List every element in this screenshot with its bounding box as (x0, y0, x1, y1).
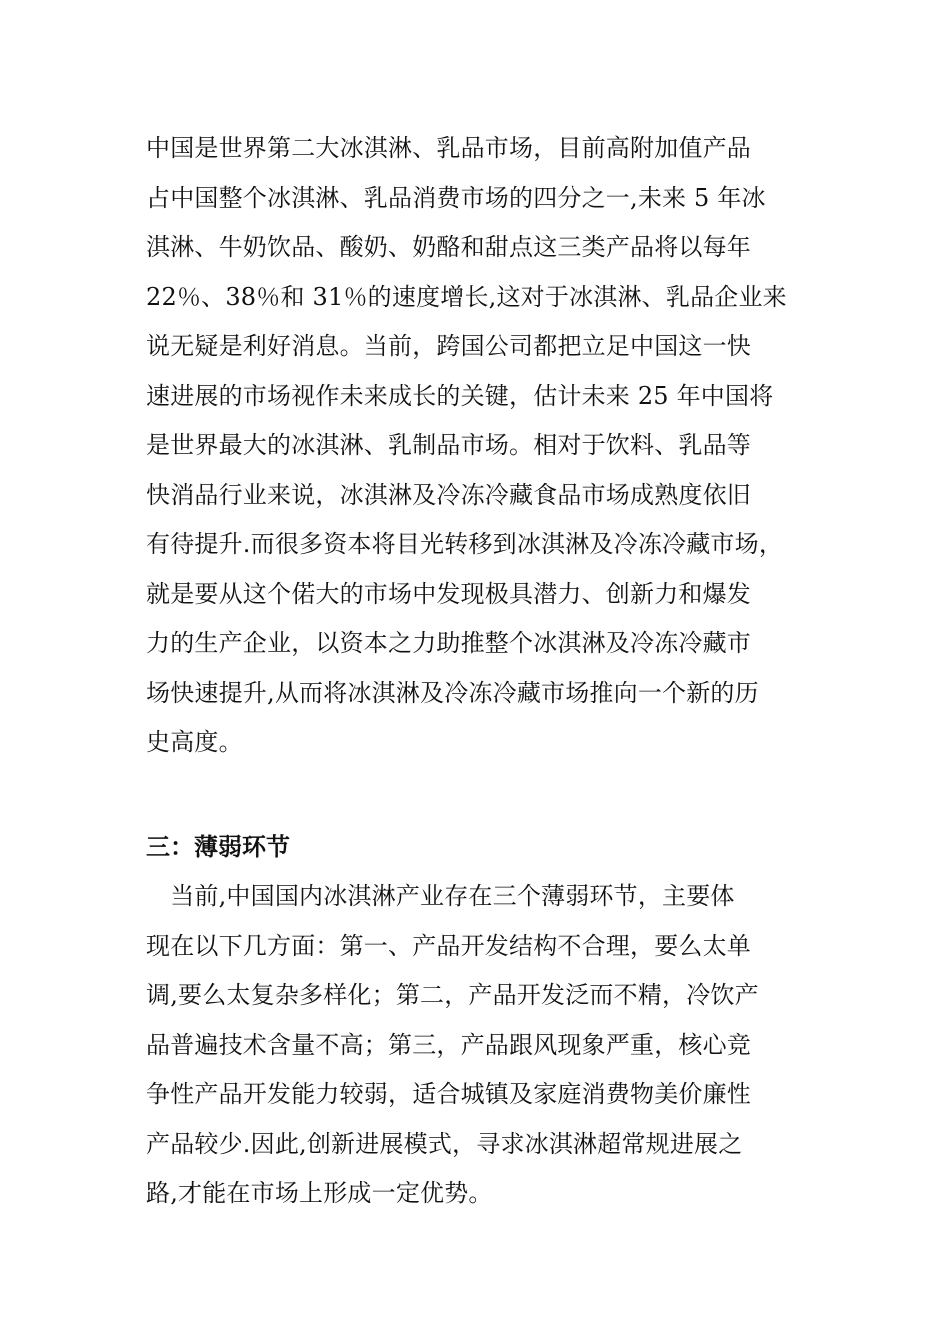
text-line: 场快速提升,从而将冰淇淋及冷冻冷藏市场推向一个新的历 (146, 678, 759, 707)
text-line: 淇淋、牛奶饮品、酸奶、奶酪和甜点这三类产品将以每年 (146, 233, 751, 261)
paragraph-text (146, 872, 806, 1219)
text-line: 力的生产企业，以资本之力助推整个冰淇淋及冷冻冷藏市 (146, 629, 751, 657)
text-line: 速进展的市场视作未来成长的关键，估计未来 25 年中国将 (146, 381, 774, 410)
text-line: 争性产品开发能力较弱，适合城镇及家庭消费物美价廉性 (146, 1080, 751, 1108)
text-line: 有待提升.而很多资本将目光转移到冰淇淋及冷冻冷藏市场， (146, 530, 784, 558)
text-line: 就是要从这个偌大的市场中发现极具潜力、创新力和爆发 (146, 579, 751, 608)
text-line: 是世界最大的冰淇淋、乳制品市场。相对于饮料、乳品等 (146, 431, 751, 459)
text-line: 路,才能在市场上形成一定优势。 (146, 1179, 493, 1207)
paragraph-text (146, 124, 806, 768)
text-line: 快消品行业来说，冰淇淋及冷冻冷藏食品市场成熟度依旧 (146, 480, 751, 509)
text-line: 品普遍技术含量不高；第三，产品跟风现象严重，核心竞 (146, 1030, 751, 1059)
text-line: 史高度。 (146, 728, 243, 756)
body-paragraph-2 (146, 872, 806, 1219)
body-paragraph-1 (146, 124, 806, 768)
text-line: 说无疑是利好消息。当前，跨国公司都把立足中国这一快 (146, 332, 751, 360)
text-line: 占中国整个冰淇淋、乳品消费市场的四分之一,未来 5 年冰 (146, 183, 766, 212)
text-line: 现在以下几方面：第一、产品开发结构不合理，要么太单 (146, 931, 751, 960)
text-line: 中国是世界第二大冰淇淋、乳品市场，目前高附加值产品 (146, 134, 751, 162)
text-line: 产品较少.因此,创新进展模式，寻求冰淇淋超常规进展之 (146, 1129, 743, 1158)
section-heading: 三：薄弱环节 (146, 832, 290, 861)
text-line: 22％、38％和 31％的速度增长,这对于冰淇淋、乳品企业来 (146, 282, 787, 311)
text-line: 当前,中国国内冰淇淋产业存在三个薄弱环节，主要体 (146, 882, 735, 910)
text-line: 调,要么太复杂多样化；第二，产品开发泛而不精，冷饮产 (146, 981, 759, 1009)
